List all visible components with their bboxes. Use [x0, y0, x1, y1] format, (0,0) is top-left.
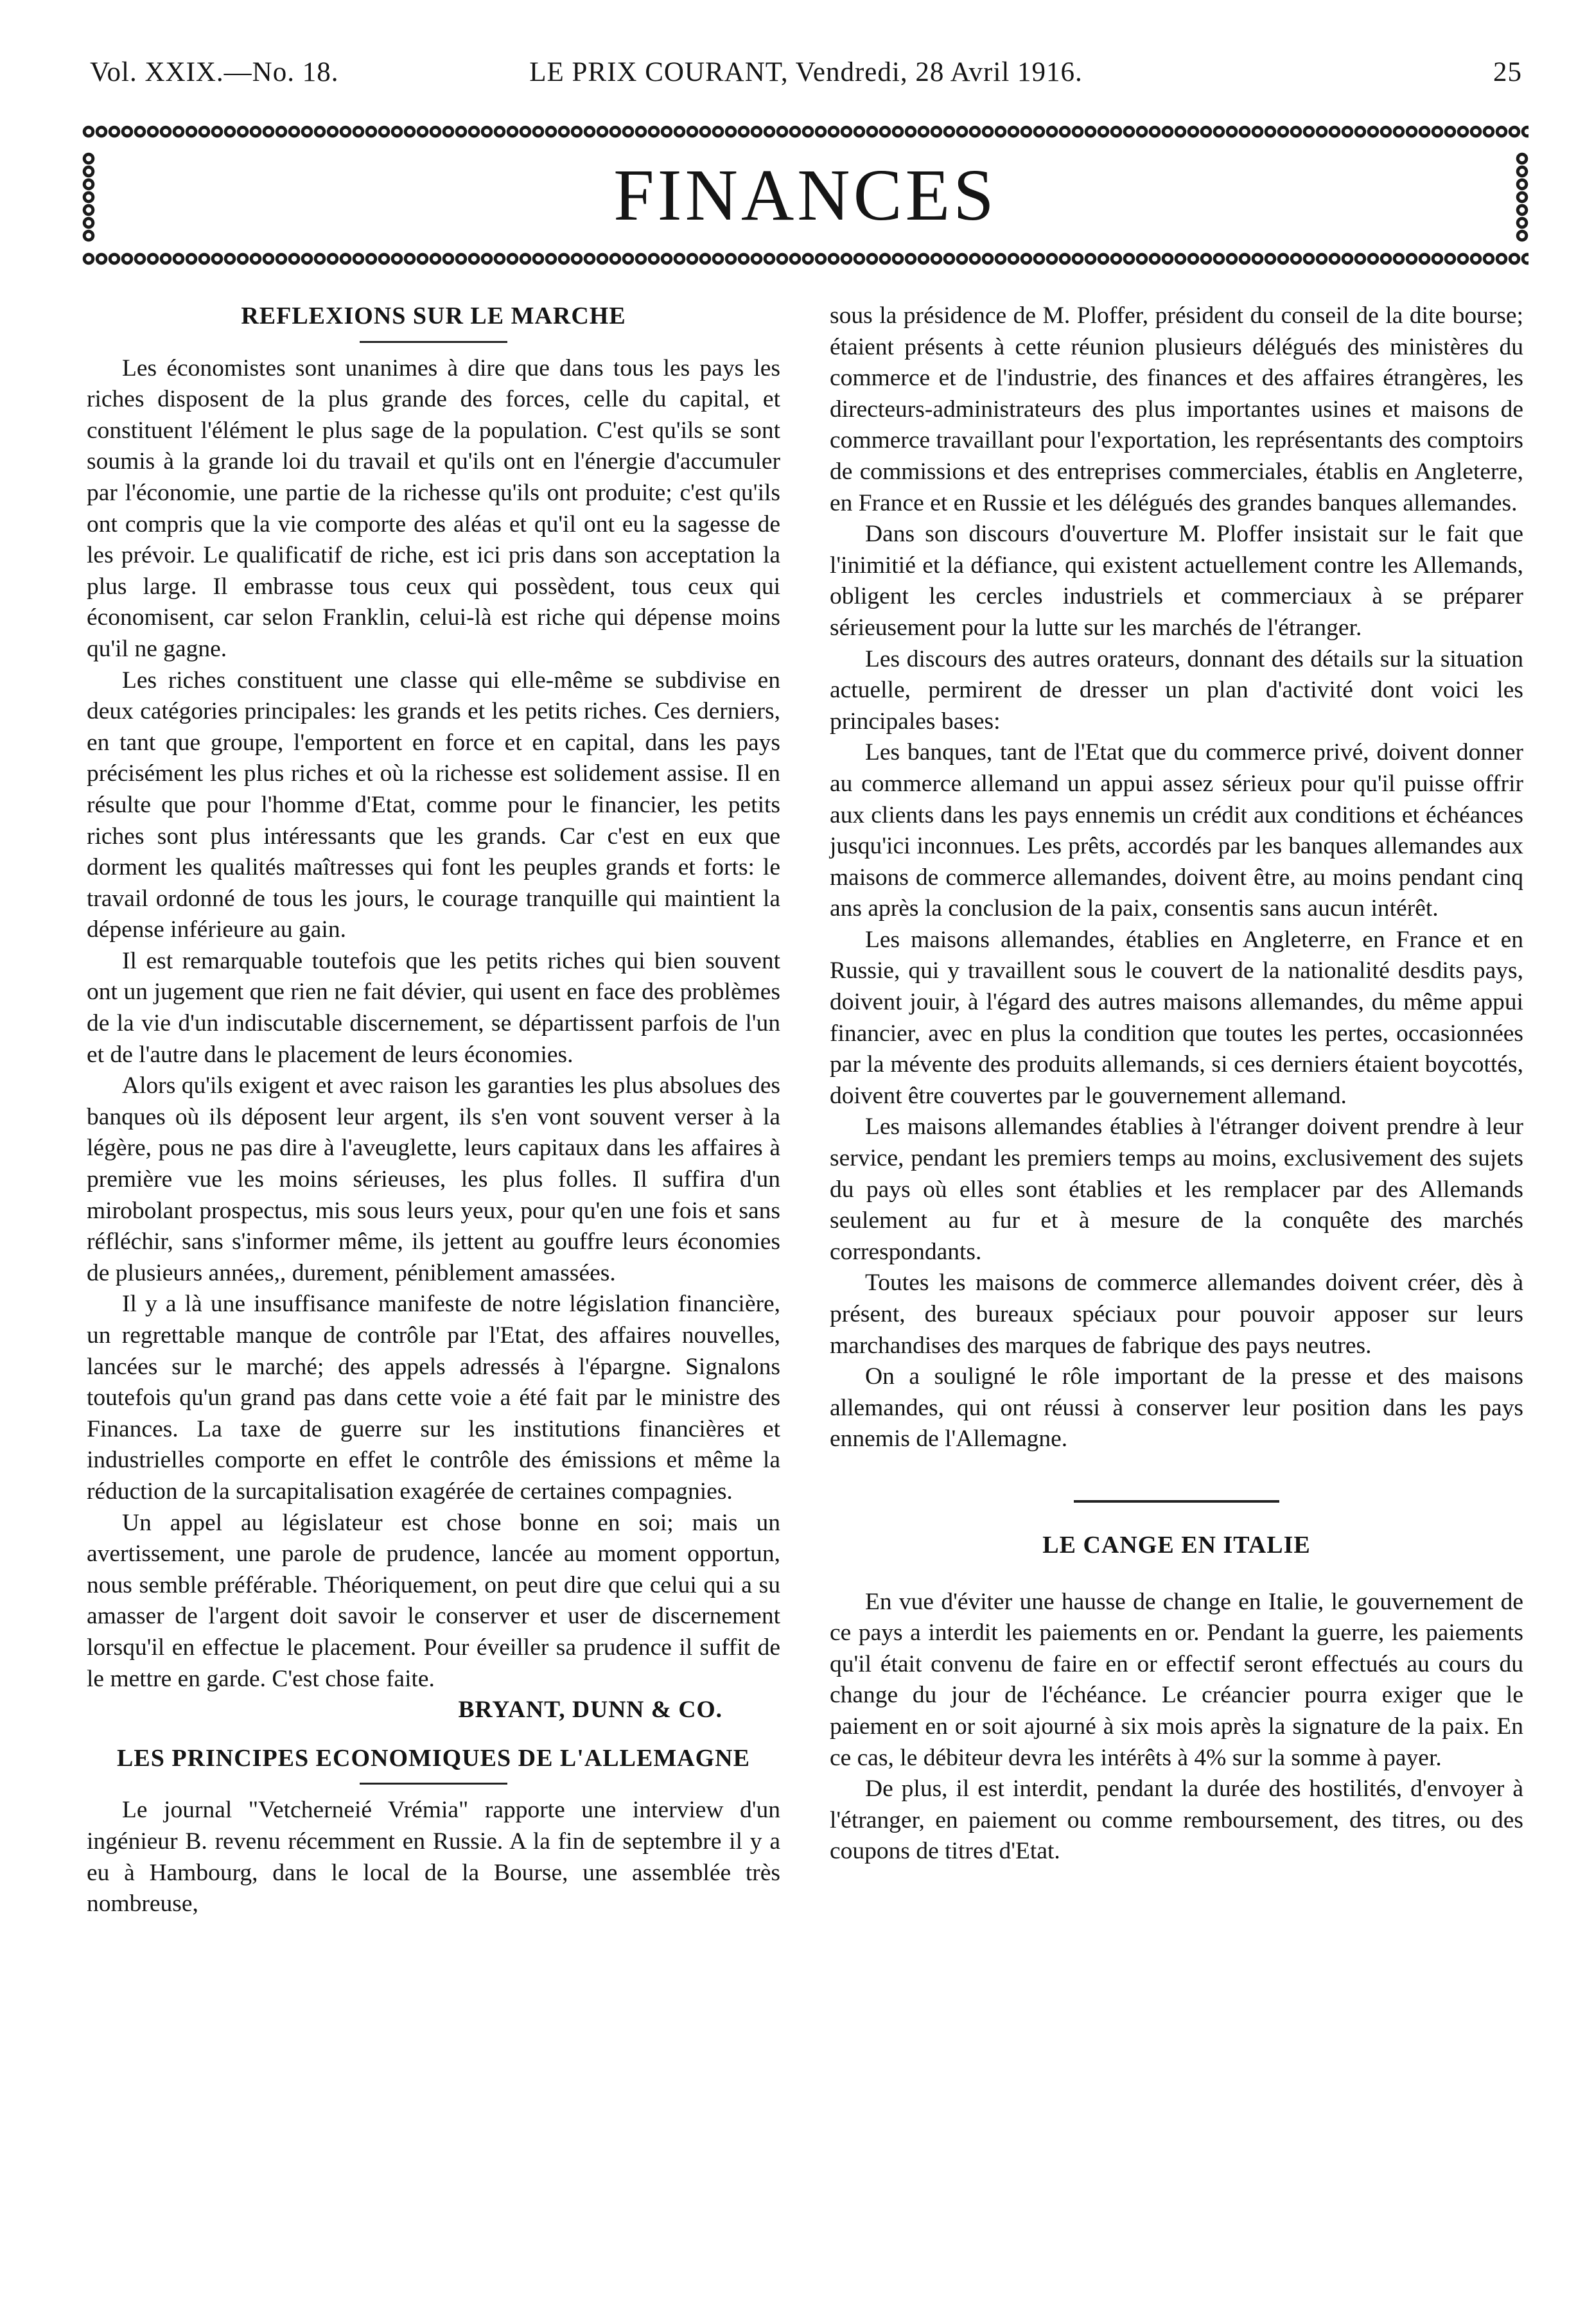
paragraph: Le journal "Vetcherneié Vrémia" rapporte une interview d'un ingénieur B. revenu récemment en Russie. A la fin de septembre il y a eu à Hambourg, dans le local de la Bourse, une assemblée très nombreuse,	[87, 1797, 780, 1918]
title-rule	[360, 341, 507, 343]
paragraph: Il y a là une insuffisance manifeste de notre législation financière, un regrettable manque de contrôle par l'Etat, des affaires nouvelles, lancées sur le marché; des appels adressés à l'épargne. Signalons toutefois qu'un grand pas dans cette voie a été fait par le ministre des Finances. La taxe de guerre sur les institutions financières et industrielles comporte en effet le contrôle des émissions et même la réduction de la surcapitalisation exagérée de certaines compagnies.	[87, 1291, 780, 1505]
right-column	[830, 301, 1523, 1867]
paragraph: On a souligné le rôle important de la presse et des maisons allemandes, qui ont réussi à conserver leur position dans les pays ennemis de l'Allemagne.	[830, 1363, 1523, 1453]
section-title: FINANCES	[613, 154, 997, 236]
paragraph: Dans son discours d'ouverture M. Ploffer insistait sur le fait que l'inimitié et la défiance, qui existent actuellement contre les Allemands, obligent les cercles industriels et commerciaux à se préparer sérieusement pour la lutte sur les marchés de l'étranger.	[830, 521, 1523, 641]
paragraph: Il est remarquable toutefois que les petits riches qui bien souvent ont un jugement que rien ne fait dévier, qui usent en face des problèmes de la vie d'un indiscutable discernement, se départissent parfois de l'un et de l'autre dans le placement de leurs économies.	[87, 947, 780, 1068]
paragraph: Les riches constituent une classe qui elle-même se subdivise en deux catégories principales: les grands et les petits riches. Ces derniers, en tant que groupe, l'emportent en force et en capital, dans les pays précisément les plus riches et où la richesse est solidement assise. Il en résulte que pour l'homme d'Etat, comme pour le financier, les petits riches sont plus intéressants que les grands. Car c'est en eux que dorment les qualités maîtresses qui font les peuples grands et forts: le travail ordonné de tous les jours, le courage tranquille qui maintient la dépense inférieure au gain.	[87, 667, 780, 943]
paragraph: Les maisons allemandes établies à l'étranger doivent prendre à leur service, pendant les premiers temps au moins, exclusivement des sujets du pays où elles sont établies et les remplacer par des Allemands seulement au fur et à mesure de la conquête des marchés correspondants.	[830, 1114, 1523, 1265]
paragraph: sous la présidence de M. Ploffer, président du conseil de la dite bourse; étaient présents à cette réunion plusieurs délégués des ministères du commerce et de l'industrie, des finances et des affaires étrangères, les directeurs-administrateurs des plus importantes usines et maisons de commerce travaillant pour l'exportation, les représentants des comptoirs de commissions et des entreprises commerciales, établis en Angleterre, en France et en Russie et les délégués des grandes banques allemandes.	[830, 302, 1523, 516]
paragraph: Alors qu'ils exigent et avec raison les garanties les plus absolues des banques où ils déposent leur argent, ils s'en vont souvent verser à la légère, pous ne pas dire à l'aveuglette, leurs capitaux dans les affaires à première vue les moins sérieuses, les plus folles. Il suffira d'un mirobolant prospectus, mis sous leurs yeux, pour qu'en une fois et sans réfléchir, sans s'informer même, ils jettent au gouffre leurs économies de plusieurs années,, durement, péniblement amassées.	[87, 1072, 780, 1286]
paragraph: Un appel au législateur est chose bonne en soi; mais un avertissement, une parole de prudence, lancée au moment opportun, nous semble préférable. Théoriquement, on peut dire que celui qui a su amasser de l'argent doit savoir le conserver et user de discernement lorsqu'il en effectue le placement. Pour éveiller sa prudence il suffit de le mettre en garde. C'est chose faite.	[87, 1509, 780, 1692]
running-head	[90, 57, 1522, 95]
paragraph: En vue d'éviter une hausse de change en Italie, le gouvernement de ce pays a interdit les paiements en or. Pendant la guerre, les paiements qu'il était convenu de faire en or effectif seront effectués au cours du change du jour de l'échéance. Le créancier pourra exiger que le paiement en or soit ajourné à six mois après la signature de la paix. En ce cas, le débiteur devra les intérêts à 4% sur la somme à payer.	[830, 1588, 1523, 1771]
article-title: LES PRINCIPES ECONOMIQUES DE L'ALLEMAGNE	[117, 1744, 750, 1772]
paragraph: Les banques, tant de l'Etat que du commerce privé, doivent donner au commerce allemand un appui assez sérieux pour qu'il puisse offrir aux clients dans les pays ennemis un crédit aux conditions et échéances jusqu'ici inconnues. Les prêts, accordés par les banques allemandes aux maisons de commerce allemandes, doivent être, au moins pendant cinq ans après la conclusion de la paix, consentis sans aucun intérêt.	[830, 739, 1523, 922]
paragraph: Les discours des autres orateurs, donnant des détails sur la situation actuelle, permirent de dresser un plan d'activité dont voici les principales bases:	[830, 645, 1523, 735]
section-divider	[1074, 1500, 1279, 1503]
paragraph: Les économistes sont unanimes à dire que dans tous les pays les riches disposent de la plus grande des forces, celle du capital, et constituent l'élément le plus sage de la population. C'est qu'ils se sont soumis à la grande loi du travail et qu'ils ont en l'énergie d'accumuler par l'économie, une partie de la richesse qu'ils ont produite; c'est qu'ils ont compris que la vie comporte des aléas et qu'il ont eu la sagesse de les prévoir. Le qualificatif de riche, est ici pris dans son acceptation la plus large. Il embrasse tous ceux qui possèdent, tous ceux qui économisent, car selon Franklin, celui-là est riche qui dépense moins qu'il ne gagne.	[87, 354, 780, 662]
article-signature: BRYANT, DUNN & CO.	[458, 1697, 723, 1724]
publication-date-line: LE PRIX COURANT, Vendredi, 28 Avril 1916.	[529, 57, 1083, 87]
volume-number: Vol. XXIX.—No. 18.	[90, 57, 339, 87]
section-banner	[82, 125, 1528, 270]
left-column	[87, 301, 780, 1920]
paragraph: Les maisons allemandes, établies en Angleterre, en France et en Russie, qui y travaillent sous le couvert de la nationalité desdits pays, doivent jouir, à l'égard des autres maisons allemandes, du même appui financier, avec en plus la condition que toutes les pertes, occasionnées par la mévente des produits allemands, si ces derniers étaient boycottés, doivent être couvertes par le gouvernement allemand.	[830, 926, 1523, 1109]
spacer	[87, 1726, 780, 1743]
paragraph: De plus, il est interdit, pendant la durée des hostilités, d'envoyer à l'étranger, en paiement ou comme remboursement, des titres, ou des coupons de titres d'Etat.	[830, 1776, 1523, 1865]
title-rule	[360, 1783, 507, 1785]
spacer	[830, 1455, 1523, 1500]
article-title: LE CANGE EN ITALIE	[1042, 1531, 1311, 1559]
banner-bottom-border	[82, 252, 1528, 265]
banner-top-border	[82, 125, 1528, 138]
page-number: 25	[1493, 57, 1522, 87]
paragraph: Toutes les maisons de commerce allemandes doivent créer, dès à présent, des bureaux spéciaux pour pouvoir apposer sur leurs marchandises des marques de fabrique des pays neutres.	[830, 1270, 1523, 1359]
article-title: REFLEXIONS SUR LE MARCHE	[241, 302, 626, 329]
